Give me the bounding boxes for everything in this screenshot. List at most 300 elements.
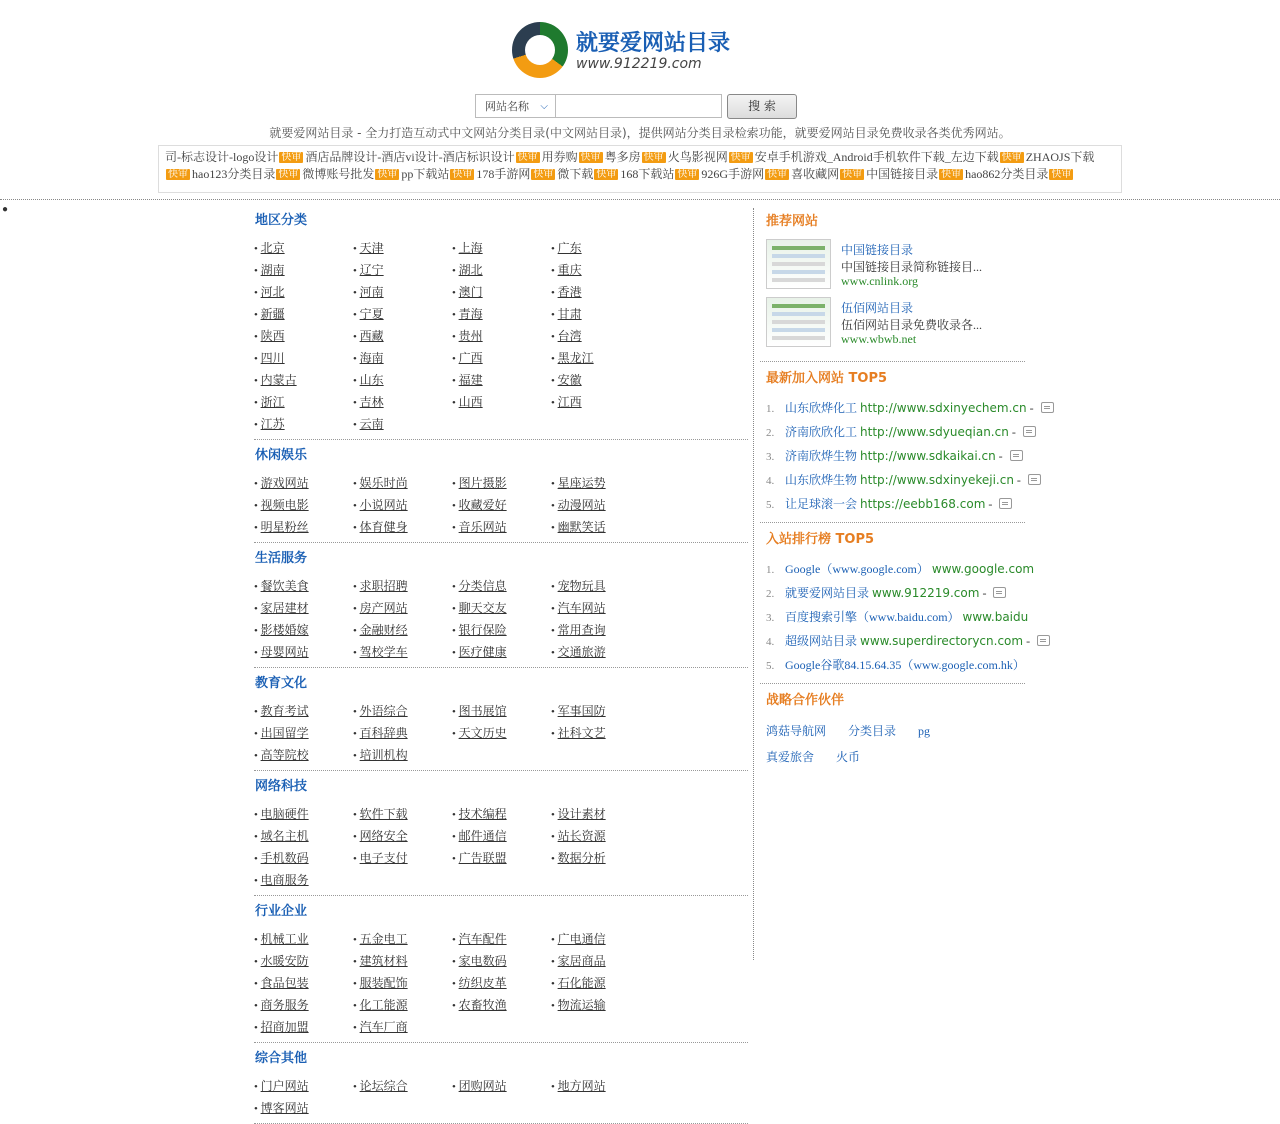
category-link-label: 高等院校 [260,748,309,762]
category-link-label: 地方网站 [557,1079,606,1093]
category-link-label: 江苏 [260,417,285,431]
category-link-label: 小说网站 [359,498,408,512]
category-link[interactable] [353,619,452,641]
category-link[interactable] [551,825,650,847]
marquee-link[interactable]: 司-标志设计-logo设计 [165,150,279,164]
category-link[interactable] [551,847,650,869]
category-link[interactable] [551,391,650,413]
category-link[interactable] [254,494,353,516]
search-type-value: 网站名称 [485,100,529,113]
category-link-label: 陕西 [260,329,285,343]
category-link-label: 培训机构 [359,748,408,762]
top-list-item [766,653,1025,677]
rank-number: 3. [766,451,775,463]
category-link-label: 论坛综合 [359,1079,408,1093]
category-link[interactable] [551,472,650,494]
marquee-link[interactable]: 微下载 [557,167,594,181]
category-link[interactable] [551,700,650,722]
partners-title: 战略合作伙伴 [766,693,845,708]
category-link[interactable] [452,994,551,1016]
recommended-item[interactable] [766,239,1025,297]
category-block [254,771,748,896]
category-link-label: 电子支付 [359,851,408,865]
category-link-label: 银行保险 [458,623,507,637]
partner-link[interactable]: 分类目录 [848,724,897,738]
category-title[interactable]: 教育文化 [255,676,308,691]
category-title[interactable]: 综合其他 [255,1051,308,1066]
quick-review-badge: 快审 [767,169,788,180]
category-link[interactable] [353,391,452,413]
category-block [254,668,748,771]
category-title[interactable]: 行业企业 [255,904,308,919]
site-name-link[interactable]: 超级网站目录 [785,634,858,648]
category-link-label: 新疆 [260,307,285,321]
category-link[interactable] [254,825,353,847]
category-link[interactable] [353,259,452,281]
top-list-item [766,581,1019,605]
category-link[interactable] [551,928,650,950]
marquee-row [165,166,1115,183]
category-link-label: 山东 [359,373,384,387]
category-link-label: 软件下载 [359,807,408,821]
site-url: www.baidu [962,610,1029,624]
category-link-label: 驾校学车 [359,645,408,659]
category-link-label: 房产网站 [359,601,408,615]
category-link[interactable] [353,950,452,972]
site-name-link[interactable]: 就要爱网站目录 [785,586,870,600]
category-link-label: 家居商品 [557,954,606,968]
site-name-link[interactable]: Google（www.google.com） [785,562,929,576]
category-link[interactable] [254,869,353,891]
category-link[interactable] [254,259,353,281]
category-link-label: 幽默笑话 [557,520,606,534]
category-link-label: 金融财经 [359,623,408,637]
category-link-label: 山西 [458,395,483,409]
category-link-label: 浙江 [260,395,285,409]
category-link-label: 技术编程 [458,807,507,821]
quick-review-badge: 快审 [1051,169,1072,180]
marquee-link[interactable]: 喜收藏网 [791,167,840,181]
category-link[interactable] [353,928,452,950]
category-link-label: 军事国防 [557,704,606,718]
category-link[interactable] [452,259,551,281]
category-link[interactable] [353,597,452,619]
category-link[interactable] [452,950,551,972]
top-list-item [766,396,1037,420]
category-link[interactable] [353,641,452,663]
category-link-label: 社科文艺 [557,726,606,740]
comment-icon[interactable] [1041,402,1054,413]
category-link[interactable] [353,413,452,435]
top-list-item [766,629,1034,653]
category-link[interactable] [551,994,650,1016]
site-name-link[interactable]: 百度搜索引擎（www.baidu.com） [785,610,960,624]
category-link-label: 内蒙古 [260,373,297,387]
quick-review-badge: 快审 [281,152,302,163]
site-url: www.google.com [931,562,1035,576]
category-link[interactable] [254,369,353,391]
category-link[interactable] [353,803,452,825]
category-link-label: 收藏爱好 [458,498,507,512]
category-grid [254,1075,748,1119]
category-grid [254,237,748,435]
rank-number: 4. [766,636,775,648]
category-title[interactable]: 生活服务 [255,551,308,566]
site-logo[interactable] [510,22,740,82]
marquee-link[interactable]: 粤多房 [604,150,641,164]
search-button[interactable]: 搜 索 [727,94,797,119]
category-link[interactable] [254,472,353,494]
category-title[interactable]: 网络科技 [255,779,308,794]
category-link-label: 聊天交友 [458,601,507,615]
category-link[interactable] [254,597,353,619]
category-block [254,896,748,1043]
category-link[interactable] [551,303,650,325]
top-list-item [766,605,1029,629]
category-link[interactable] [551,1075,650,1097]
category-link[interactable] [254,950,353,972]
site-url: http://www.sdkaikai.cn [860,449,996,463]
chevron-down-icon: ⌵ [540,101,548,112]
category-link[interactable] [353,494,452,516]
category-link-label: 团购网站 [458,1079,507,1093]
category-link-label: 图书展馆 [458,704,507,718]
category-link[interactable] [353,575,452,597]
rank-number: 2. [766,427,775,439]
marquee-link[interactable]: 安卓手机游戏_Android手机软件下载_左边下载 [754,150,999,164]
marquee-link[interactable]: pp下载站 [401,167,450,181]
category-link[interactable] [452,472,551,494]
category-link-label: 母婴网站 [260,645,309,659]
url-separator: - [985,497,996,511]
category-link-label: 家电数码 [458,954,507,968]
category-link[interactable] [551,369,650,391]
category-link-label: 河北 [260,285,285,299]
category-link[interactable] [353,472,452,494]
category-list [254,205,748,1124]
url-separator: - [1026,401,1037,415]
category-link-label: 五金电工 [359,932,408,946]
category-link[interactable] [452,597,551,619]
category-link[interactable] [353,972,452,994]
logo-ring-icon [512,22,568,78]
category-link[interactable] [452,347,551,369]
marquee-link[interactable]: 火鸟影视网 [667,150,728,164]
category-link-label: 服装配饰 [359,976,408,990]
category-link[interactable] [551,972,650,994]
marquee-link[interactable]: 酒店品牌设计-酒店vi设计-酒店标识设计 [305,150,515,164]
category-link-label: 石化能源 [557,976,606,990]
category-link[interactable] [452,575,551,597]
quick-review-badge: 快审 [533,169,554,180]
category-link[interactable] [254,1016,353,1038]
category-link-label: 汽车厂商 [359,1020,408,1034]
category-link-label: 电脑硬件 [260,807,309,821]
site-name-link[interactable]: 山东欣烨化工 [785,401,858,415]
category-link-label: 博客网站 [260,1101,309,1115]
partners-row [766,744,1025,770]
category-link-label: 云南 [359,417,384,431]
partners-list [760,718,1025,770]
category-link[interactable] [254,847,353,869]
rank-number: 5. [766,660,775,672]
category-link[interactable] [353,516,452,538]
category-link-label: 水暖安防 [260,954,309,968]
site-thumbnail[interactable] [766,297,831,347]
category-link[interactable] [254,391,353,413]
category-title[interactable]: 地区分类 [255,213,308,228]
category-link[interactable] [254,303,353,325]
comment-icon[interactable] [1028,474,1041,485]
site-name-link[interactable]: 让足球滚一会 [785,497,858,511]
rank-number: 5. [766,499,775,511]
category-link-label: 动漫网站 [557,498,606,512]
category-link-label: 门户网站 [260,1079,309,1093]
category-link[interactable] [353,347,452,369]
category-link[interactable] [551,575,650,597]
category-link-label: 图片摄影 [458,476,507,490]
category-link[interactable] [353,1016,452,1038]
category-link-label: 医疗健康 [458,645,507,659]
category-link-label: 食品包装 [260,976,309,990]
category-link[interactable] [551,325,650,347]
category-link[interactable] [254,1097,353,1119]
category-link[interactable] [254,516,353,538]
category-link-label: 星座运势 [557,476,606,490]
rank-number: 1. [766,564,775,576]
category-link[interactable] [254,347,353,369]
category-link[interactable] [452,494,551,516]
category-link[interactable] [551,641,650,663]
category-link-label: 家居建材 [260,601,309,615]
marquee-link[interactable]: hao123分类目录 [192,167,276,181]
site-description: 就要爱网站目录 - 全力打造互动式中文网站分类目录(中文网站目录)，提供网站分类目录检索功能，就要爱网站目录免费收录各类优秀网站。 [269,126,1011,140]
category-link[interactable] [254,413,353,435]
category-link[interactable] [254,700,353,722]
category-link[interactable] [452,700,551,722]
site-url: https://eebb168.com [860,497,986,511]
quick-review-badge: 快审 [643,152,664,163]
category-link-label: 湖南 [260,263,285,277]
category-link[interactable] [452,972,551,994]
category-link[interactable] [254,325,353,347]
category-link[interactable] [551,494,650,516]
category-link-label: 设计素材 [557,807,606,821]
category-link-label: 化工能源 [359,998,408,1012]
category-grid [254,928,748,1038]
category-link-label: 站长资源 [557,829,606,843]
category-link[interactable] [353,325,452,347]
latest-title: 最新加入网站 TOP5 [766,371,888,386]
category-link[interactable] [254,994,353,1016]
category-link-label: 西藏 [359,329,384,343]
rank-number: 3. [766,612,775,624]
category-link[interactable] [353,303,452,325]
category-link[interactable] [254,722,353,744]
category-link[interactable] [353,237,452,259]
category-link[interactable] [353,1075,452,1097]
category-link[interactable] [452,847,551,869]
marquee-row [165,149,1115,166]
category-link-label: 广东 [557,241,582,255]
category-link[interactable] [452,303,551,325]
marquee-link[interactable]: 微博账号批发 [302,167,375,181]
site-name-link[interactable]: 山东欣烨生物 [785,473,858,487]
category-link[interactable] [551,281,650,303]
category-link[interactable] [452,391,551,413]
category-link-label: 出国留学 [260,726,309,740]
category-link[interactable] [452,803,551,825]
recommended-item[interactable] [766,297,1025,355]
category-link[interactable] [452,928,551,950]
category-link[interactable] [551,597,650,619]
category-link[interactable] [551,347,650,369]
category-link[interactable] [353,825,452,847]
recommended-name[interactable]: 伍佰网站目录 [841,301,914,315]
category-link[interactable] [551,803,650,825]
category-link[interactable] [452,237,551,259]
marquee-link[interactable]: 178手游网 [476,167,531,181]
category-link[interactable] [452,1075,551,1097]
category-link[interactable] [254,972,353,994]
site-url: http://www.sdxinyechem.cn [860,401,1027,415]
quick-review-badge: 快审 [168,169,188,180]
category-link-label: 江西 [557,395,582,409]
divider [0,199,1280,200]
recommended-url: www.wbwb.net [841,332,917,346]
recommended-name[interactable]: 中国链接目录 [841,243,914,257]
partner-link[interactable]: 鸿菇导航网 [766,724,827,738]
site-url: www.912219.com [872,586,980,600]
category-link[interactable] [353,700,452,722]
partner-link[interactable]: 真爱旅舍 [766,750,815,764]
comment-icon[interactable] [999,498,1012,509]
category-link[interactable] [254,281,353,303]
site-url: http://www.sdyueqian.cn [860,425,1009,439]
top-list-item [766,492,1019,516]
quick-review-badge: 快审 [730,152,751,163]
category-title[interactable]: 休闲娱乐 [255,448,308,463]
latest-section [760,362,1037,523]
category-link[interactable] [254,1075,353,1097]
search-input[interactable] [555,94,722,118]
category-link[interactable] [551,237,650,259]
category-link[interactable] [254,641,353,663]
category-link-label: 汽车网站 [557,601,606,615]
url-separator: - [1023,634,1034,648]
quick-review-badge: 快审 [452,169,473,180]
category-link[interactable] [551,619,650,641]
category-link[interactable] [254,803,353,825]
category-link[interactable] [353,994,452,1016]
search-type-select[interactable] [475,94,555,118]
category-link[interactable] [551,516,650,538]
comment-icon[interactable] [1037,635,1050,646]
quick-review-marquee [158,145,1122,193]
quick-review-badge: 快审 [1001,152,1022,163]
category-link[interactable] [353,847,452,869]
category-link-label: 天津 [359,241,384,255]
bullet-dot-icon: ● [2,204,9,215]
category-link-label: 网络安全 [359,829,408,843]
category-link[interactable] [551,722,650,744]
site-name-link[interactable]: 济南欣欣化工 [785,425,858,439]
category-link-label: 交通旅游 [557,645,606,659]
category-link-label: 手机数码 [260,851,309,865]
category-link-label: 电商服务 [260,873,309,887]
category-link-label: 重庆 [557,263,582,277]
category-link[interactable] [353,744,452,766]
url-separator: - [995,449,1006,463]
category-link-label: 教育考试 [260,704,309,718]
marquee-link[interactable]: ZHAOJS下载 [1025,150,1095,164]
category-link[interactable] [452,825,551,847]
site-name-link[interactable]: Google谷歌84.15.64.35（www.google.com.hk） [785,658,1025,672]
category-link-label: 求职招聘 [359,579,408,593]
marquee-link[interactable]: 中国链接目录 [866,167,939,181]
quick-review-badge: 快审 [941,169,962,180]
ranking-title: 入站排行榜 TOP5 [766,532,875,547]
category-link[interactable] [452,325,551,347]
category-link-label: 吉林 [359,395,384,409]
category-link[interactable] [452,516,551,538]
marquee-link[interactable]: 用券购 [541,150,578,164]
comment-icon[interactable] [1010,450,1023,461]
rank-number: 1. [766,403,775,415]
category-link[interactable] [254,744,353,766]
partner-link[interactable]: 火币 [836,750,861,764]
quick-review-badge: 快审 [842,169,863,180]
category-link[interactable] [353,369,452,391]
category-link[interactable] [452,619,551,641]
partner-link[interactable]: pg [918,724,931,738]
category-link-label: 香港 [557,285,582,299]
column-divider [753,208,754,960]
category-link[interactable] [452,722,551,744]
comment-icon[interactable] [1023,426,1036,437]
marquee-link[interactable]: 168下载站 [620,167,675,181]
category-link[interactable] [254,237,353,259]
category-link[interactable] [254,575,353,597]
category-link[interactable] [353,722,452,744]
category-link-label: 甘肃 [557,307,582,321]
category-link[interactable] [551,950,650,972]
category-link[interactable] [452,369,551,391]
category-link-label: 农畜牧渔 [458,998,507,1012]
top-list-item [766,420,1019,444]
category-link-label: 常用查询 [557,623,606,637]
category-link[interactable] [452,641,551,663]
category-link[interactable] [254,619,353,641]
marquee-link[interactable]: hao862分类目录 [965,167,1049,181]
category-grid [254,803,748,891]
category-link[interactable] [254,928,353,950]
category-link[interactable] [353,281,452,303]
site-name-link[interactable]: 济南欣烨生物 [785,449,858,463]
site-url: www.superdirectorycn.com [860,634,1024,648]
category-link[interactable] [551,259,650,281]
comment-icon[interactable] [993,587,1006,598]
marquee-link[interactable]: 926G手游网 [701,167,765,181]
top-list-item [766,557,1035,581]
logo-title: 就要爱网站目录 [576,31,731,56]
category-link-label: 商务服务 [260,998,309,1012]
category-link-label: 北京 [260,241,285,255]
category-link-label: 视频电影 [260,498,309,512]
site-thumbnail[interactable] [766,239,831,289]
category-link[interactable] [452,281,551,303]
partners-section [760,684,1025,770]
